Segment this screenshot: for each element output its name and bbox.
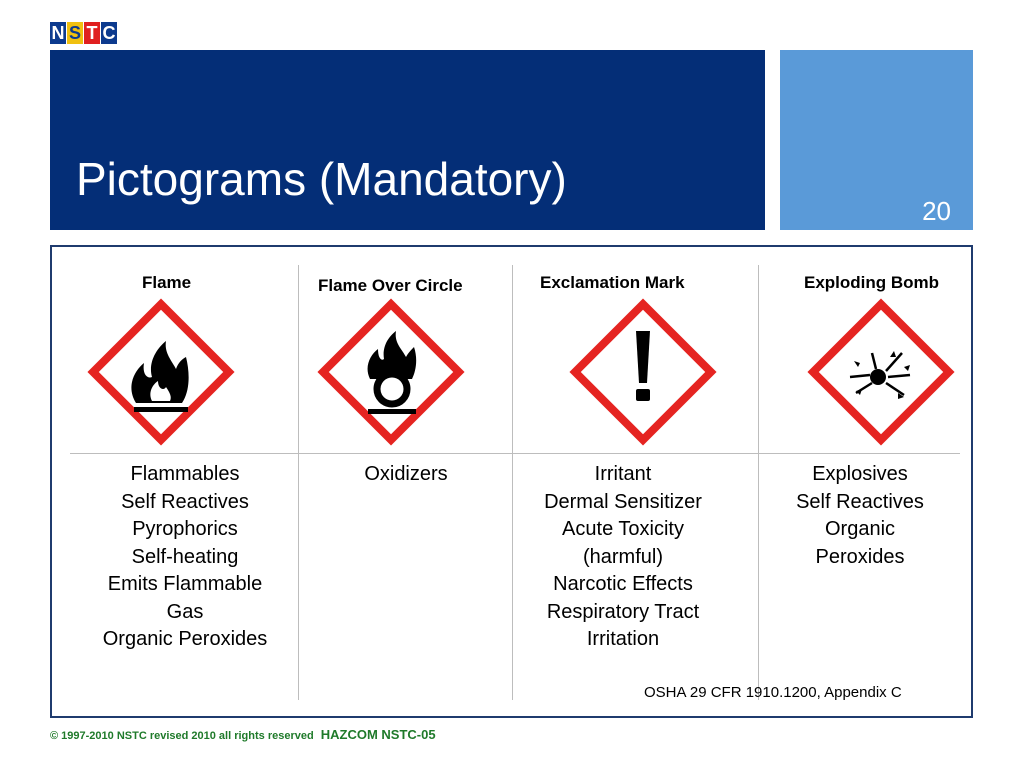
- list-item: Respiratory Tract: [546, 600, 700, 623]
- logo-letter: T: [84, 22, 100, 44]
- hazard-list-flame-over-circle: [302, 461, 510, 489]
- list-item: Organic: [824, 518, 896, 540]
- list-item: Narcotic Effects: [553, 573, 693, 595]
- column-title-flame: Flame: [142, 273, 192, 292]
- slide-title: Pictograms (Mandatory): [76, 153, 567, 205]
- pictogram-table: [50, 245, 973, 718]
- column-title-flame-over-circle: Flame Over Circle: [318, 276, 463, 295]
- column-divider: [512, 265, 513, 700]
- logo-letter: S: [68, 23, 81, 43]
- flame-over-circle-icon: [316, 297, 466, 447]
- list-item: Self Reactives: [796, 490, 924, 513]
- document-code: HAZCOM NSTC-05: [320, 727, 436, 742]
- title-bar: [50, 50, 765, 230]
- list-item: Pyrophorics: [132, 518, 238, 540]
- list-item: Gas: [166, 600, 204, 623]
- copyright-text: © 1997-2010 NSTC revised 2010 all rights reserved: [50, 730, 314, 742]
- column-title-exploding-bomb: Exploding Bomb: [804, 273, 940, 292]
- hazard-list-exclamation-mark: [516, 461, 730, 654]
- hazard-list-flame: [80, 461, 290, 654]
- list-item: Self-heating: [131, 545, 239, 568]
- list-item: Explosives: [812, 463, 908, 485]
- flame-icon: [86, 297, 236, 447]
- logo-letter: N: [51, 23, 65, 43]
- list-item: Dermal Sensitizer: [544, 490, 702, 513]
- logo-letter: C: [102, 23, 116, 43]
- exclamation-mark-icon: [568, 297, 718, 447]
- nstc-logo: [50, 22, 117, 44]
- list-item: Oxidizers: [364, 463, 448, 485]
- list-item: Flammables: [130, 463, 240, 485]
- row-divider: [70, 453, 960, 454]
- list-item: Irritant: [594, 463, 652, 485]
- footer: [50, 727, 436, 742]
- citation: OSHA 29 CFR 1910.1200, Appendix C: [644, 684, 902, 701]
- list-item: Irritation: [586, 628, 660, 650]
- list-item: Peroxides: [815, 545, 905, 568]
- column-divider: [298, 265, 299, 700]
- list-item: (harmful): [582, 545, 663, 568]
- side-bar: [780, 50, 973, 230]
- hazard-list-exploding-bomb: [762, 461, 958, 571]
- exploding-bomb-icon: [806, 297, 956, 447]
- column-title-exclamation-mark: Exclamation Mark: [540, 273, 685, 292]
- page-number: 20: [922, 196, 951, 226]
- list-item: Acute Toxicity: [562, 518, 684, 540]
- list-item: Self Reactives: [121, 490, 249, 513]
- column-divider: [758, 265, 759, 700]
- list-item: Organic Peroxides: [102, 628, 268, 650]
- list-item: Emits Flammable: [107, 573, 263, 595]
